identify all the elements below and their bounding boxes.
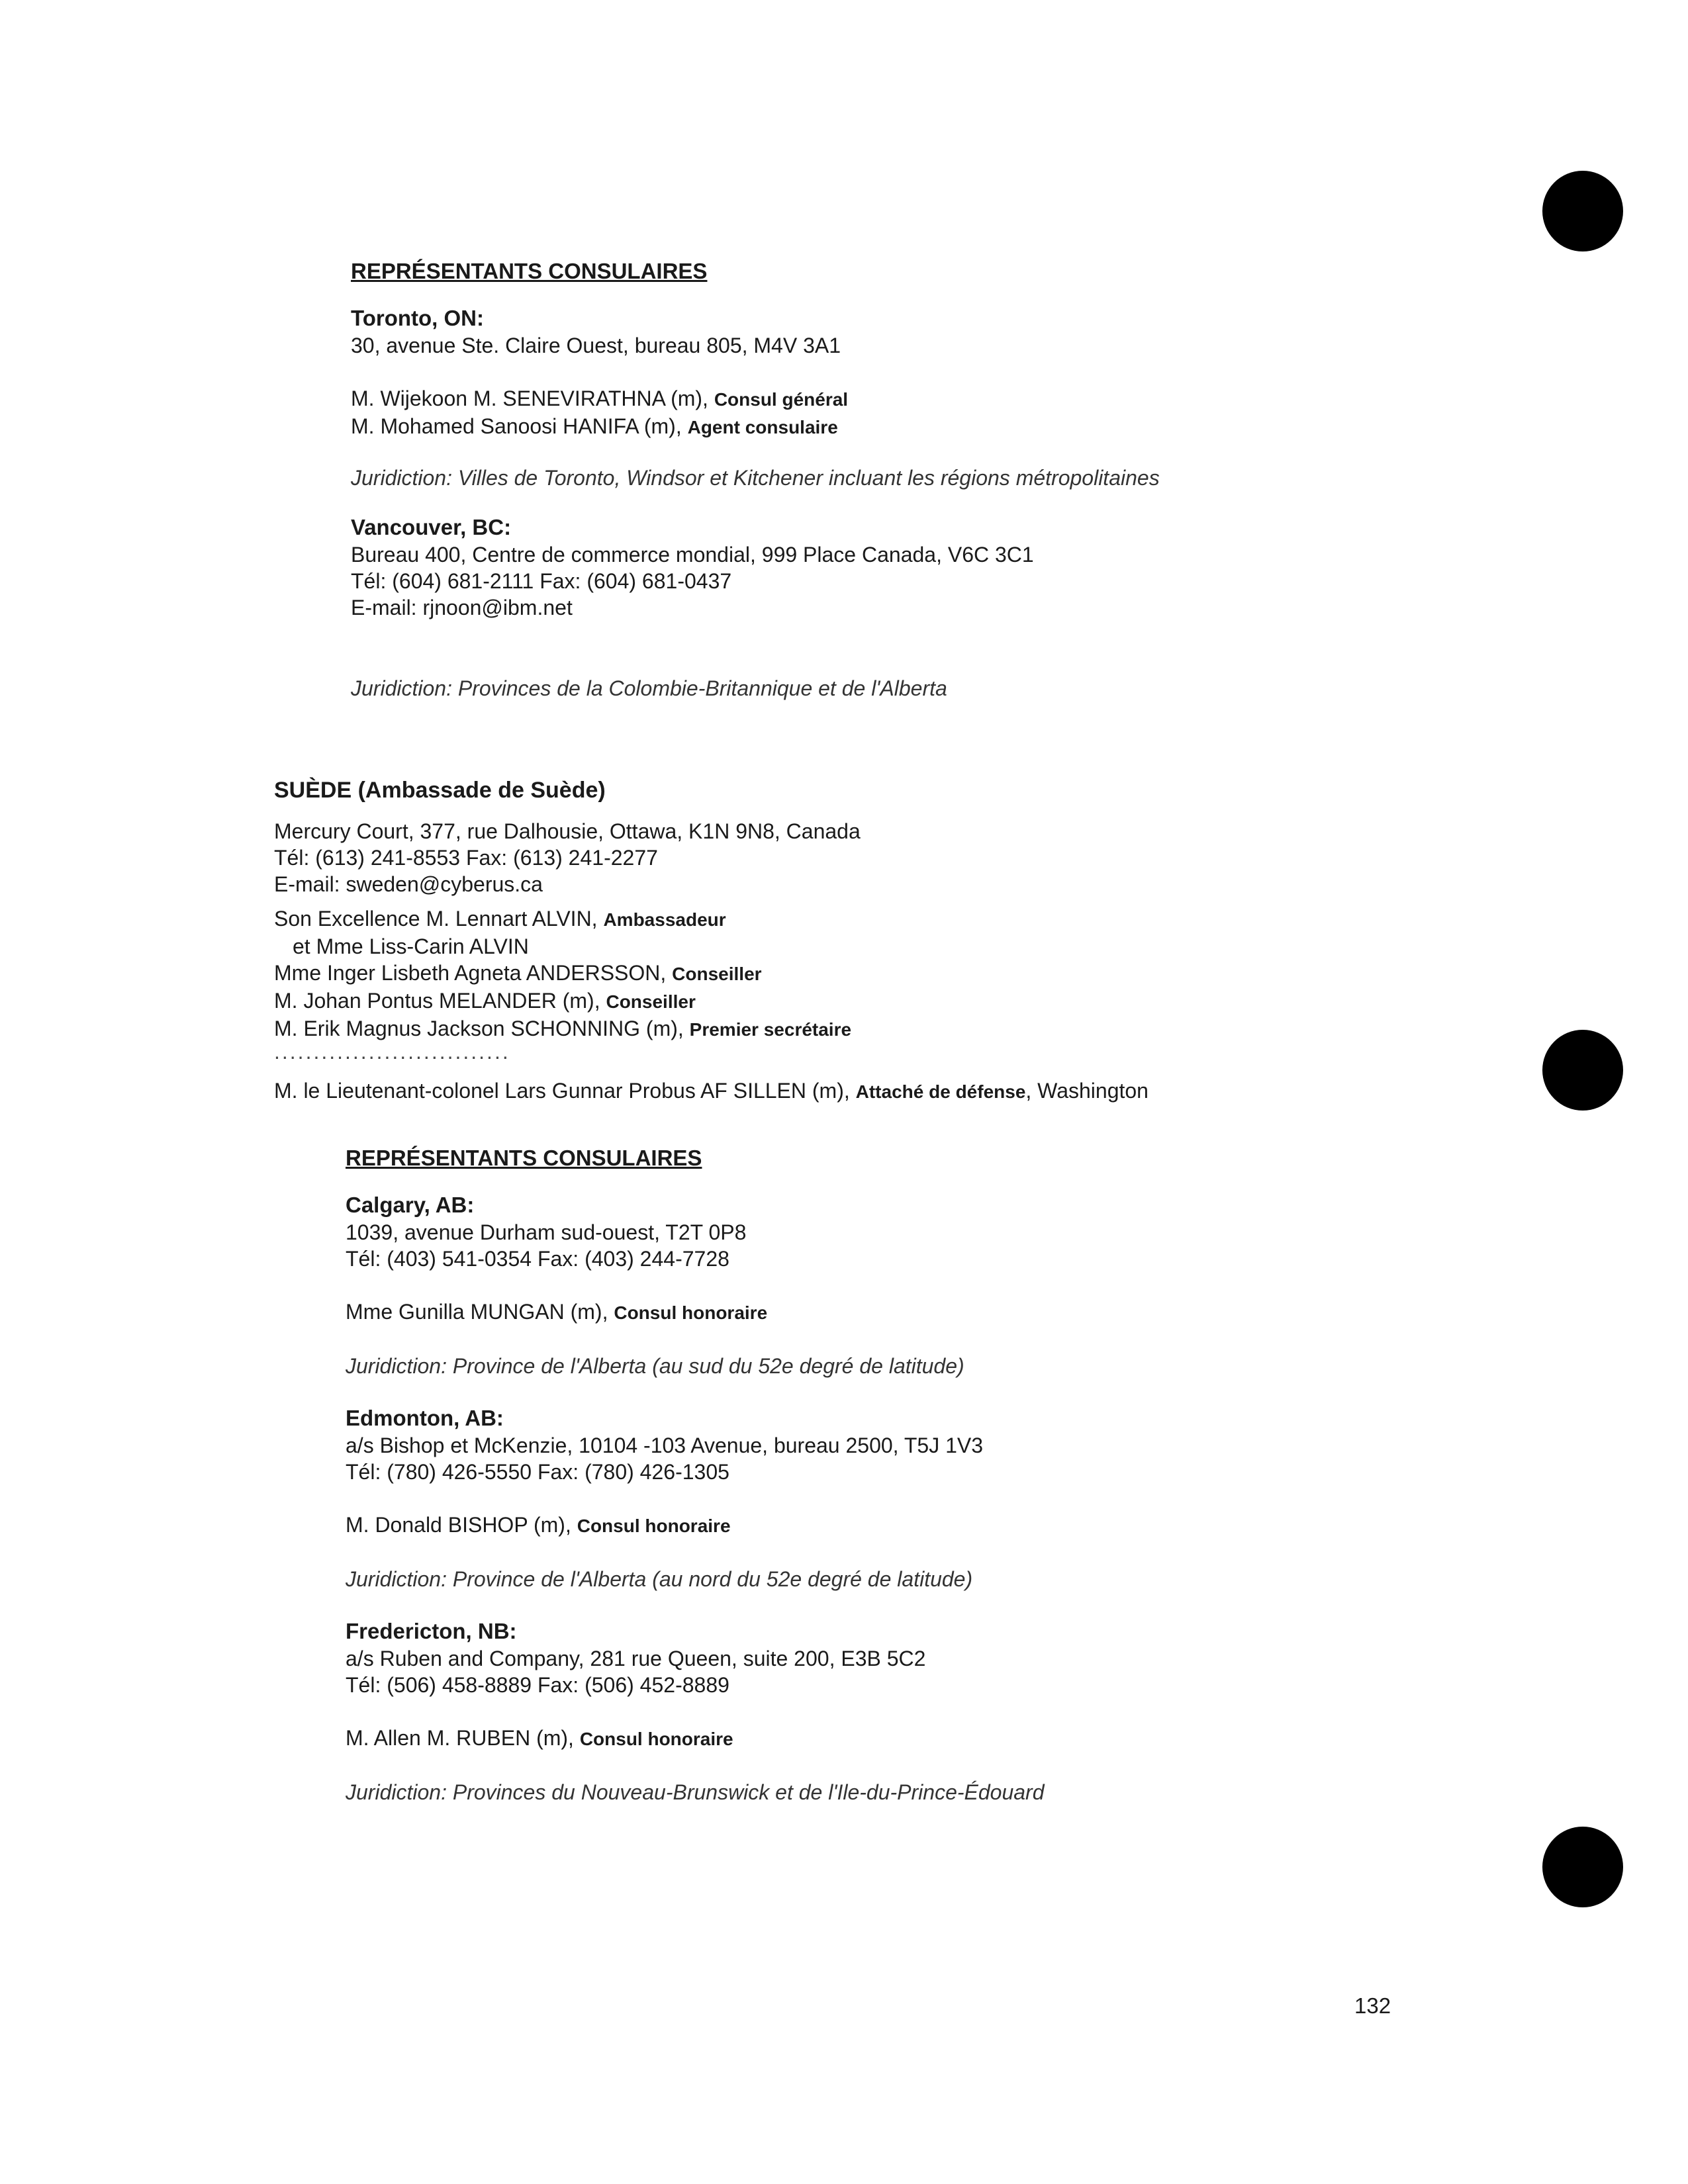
staff-title: Premier secrétaire (689, 1019, 852, 1040)
punch-hole-middle (1542, 1030, 1623, 1111)
phone-vancouver: Tél: (604) 681-2111 Fax: (604) 681-0437 (351, 569, 732, 593)
address-vancouver: Bureau 400, Centre de commerce mondial, 999 Place Canada, V6C 3C1 (351, 543, 1034, 567)
address-edmonton: a/s Bishop et McKenzie, 10104 -103 Avenue, bureau 2500, T5J 1V3 (346, 1433, 984, 1457)
staff-row (274, 960, 1149, 987)
person-row (346, 1512, 1045, 1539)
phone-edmonton: Tél: (780) 426-5550 Fax: (780) 426-1305 (346, 1460, 729, 1484)
attache-title: Attaché de défense (855, 1081, 1026, 1102)
embassy-phone: Tél: (613) 241-8553 Fax: (613) 241-2277 (274, 846, 658, 870)
jurisdiction-calgary: Juridiction: Province de l'Alberta (au sud du 52e degré de latitude) (346, 1354, 964, 1378)
staff-name: Son Excellence M. Lennart ALVIN, (274, 907, 604, 931)
city-heading-vancouver: Vancouver, BC: (351, 515, 512, 539)
person-name: M. Allen M. RUBEN (m), (346, 1726, 580, 1750)
person-name: Mme Gunilla MUNGAN (m), (346, 1300, 614, 1324)
address-toronto: 30, avenue Ste. Claire Ouest, bureau 805, M4V 3A1 (351, 334, 841, 357)
jurisdiction-toronto: Juridiction: Villes de Toronto, Windsor et Kitchener incluant les régions métropolitaines (351, 466, 1160, 490)
embassy-email: E-mail: sweden@cyberus.ca (274, 872, 543, 896)
phone-fredericton: Tél: (506) 458-8889 Fax: (506) 452-8889 (346, 1673, 729, 1697)
person-name: M. Wijekoon M. SENEVIRATHNA (m), (351, 387, 714, 410)
staff-name: et Mme Liss-Carin ALVIN (293, 934, 529, 958)
staff-title: Ambassadeur (603, 909, 726, 930)
section-heading: REPRÉSENTANTS CONSULAIRES (351, 259, 708, 283)
person-name: M. Mohamed Sanoosi HANIFA (m), (351, 414, 688, 438)
punch-hole-bottom (1542, 1827, 1623, 1907)
address-fredericton: a/s Ruben and Company, 281 rue Queen, suite 200, E3B 5C2 (346, 1647, 926, 1670)
attache-row (274, 1077, 1149, 1105)
city-heading-calgary: Calgary, AB: (346, 1193, 475, 1217)
staff-row (274, 1015, 1149, 1043)
person-row (351, 413, 1160, 441)
punch-hole-top (1542, 171, 1623, 251)
person-title: Agent consulaire (687, 417, 838, 437)
staff-name: Mme Inger Lisbeth Agneta ANDERSSON, (274, 961, 673, 985)
person-name: M. Donald BISHOP (m), (346, 1513, 577, 1537)
country-heading: SUÈDE (Ambassade de Suède) (274, 778, 606, 803)
staff-row (274, 905, 1149, 933)
top-consular-section (351, 257, 1160, 702)
staff-title: Conseiller (672, 964, 762, 984)
embassy-address: Mercury Court, 377, rue Dalhousie, Ottawa, K1N 9N8, Canada (274, 819, 861, 843)
person-title: Consul général (714, 389, 849, 410)
attache-name: M. le Lieutenant-colonel Lars Gunnar Probus AF SILLEN (m), (274, 1079, 856, 1103)
attache-location: , Washington (1025, 1079, 1149, 1103)
sweden-embassy-section (274, 776, 1149, 1105)
staff-name: M. Johan Pontus MELANDER (m), (274, 989, 606, 1013)
staff-name: M. Erik Magnus Jackson SCHONNING (m), (274, 1017, 690, 1040)
phone-calgary: Tél: (403) 541-0354 Fax: (403) 244-7728 (346, 1247, 729, 1271)
person-title: Consul honoraire (579, 1729, 733, 1749)
email-vancouver: E-mail: rjnoon@ibm.net (351, 596, 573, 619)
dotted-separator: .............................. (274, 1040, 510, 1064)
staff-row (274, 933, 1149, 960)
jurisdiction-fredericton: Juridiction: Provinces du Nouveau-Brunswick et de l'Ile-du-Prince-Édouard (346, 1780, 1045, 1804)
page-number: 132 (1354, 1993, 1391, 2018)
city-heading-edmonton: Edmonton, AB: (346, 1406, 504, 1430)
sweden-consular-section (346, 1144, 1045, 1805)
city-heading-toronto: Toronto, ON: (351, 306, 484, 330)
person-row (346, 1298, 1045, 1326)
person-row (346, 1725, 1045, 1752)
person-title: Consul honoraire (614, 1302, 768, 1323)
address-calgary: 1039, avenue Durham sud-ouest, T2T 0P8 (346, 1220, 747, 1244)
person-title: Consul honoraire (577, 1516, 731, 1536)
person-row (351, 385, 1160, 413)
city-heading-fredericton: Fredericton, NB: (346, 1619, 517, 1643)
jurisdiction-vancouver: Juridiction: Provinces de la Colombie-Britannique et de l'Alberta (351, 676, 947, 700)
jurisdiction-edmonton: Juridiction: Province de l'Alberta (au nord du 52e degré de latitude) (346, 1567, 973, 1591)
staff-title: Conseiller (606, 991, 696, 1012)
section-heading: REPRÉSENTANTS CONSULAIRES (346, 1146, 702, 1170)
staff-row (274, 987, 1149, 1015)
